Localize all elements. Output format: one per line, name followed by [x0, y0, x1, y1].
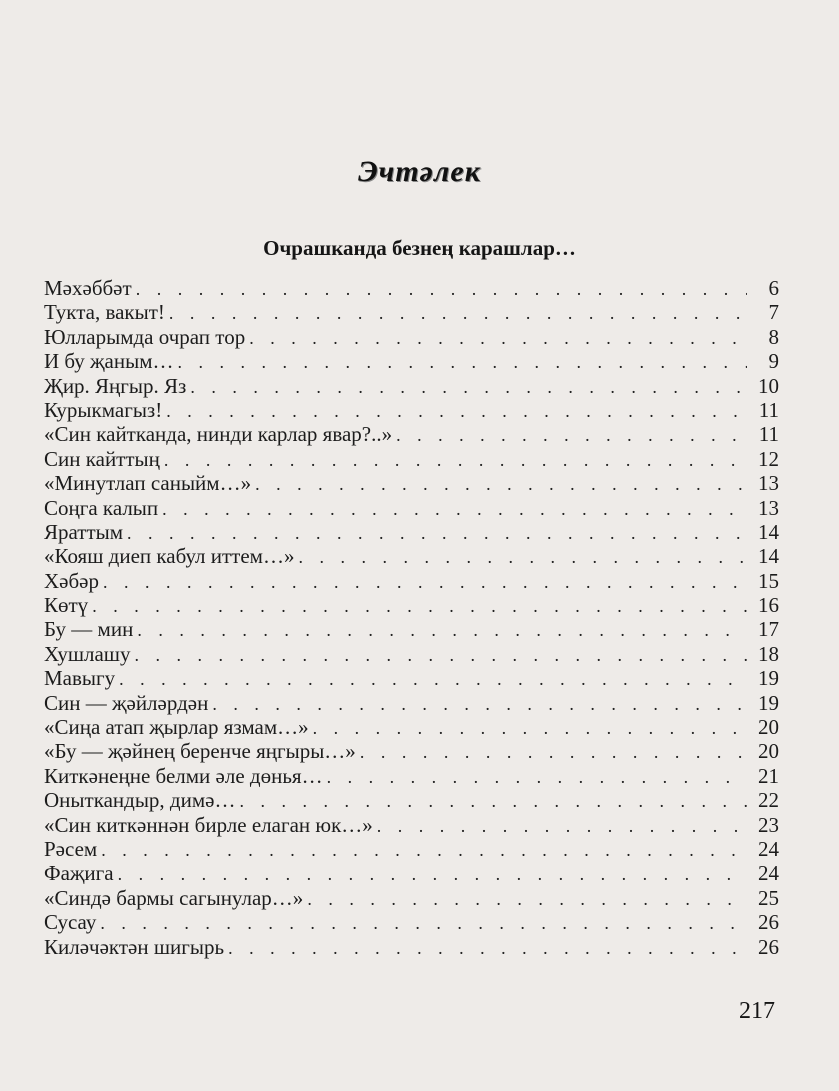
dot-leader — [377, 814, 747, 838]
dot-leader — [103, 570, 747, 594]
toc-entry-title: Фаҗига — [44, 861, 114, 886]
dot-leader — [212, 692, 747, 716]
table-of-contents — [44, 276, 779, 959]
toc-entry-title: «Минутлап саныйм…» — [44, 471, 252, 496]
page-number: 217 — [739, 998, 775, 1024]
toc-entry-page: 13 — [758, 495, 779, 520]
toc-entry — [44, 349, 779, 373]
toc-entry-title: «Бу — җәйнең беренче яңгыры…» — [44, 739, 356, 764]
toc-entry-title: Яраттым — [44, 519, 124, 544]
toc-entry — [44, 715, 779, 739]
toc-entry-page: 22 — [758, 788, 779, 813]
dot-leader — [101, 838, 747, 862]
dot-leader — [313, 716, 747, 740]
toc-entry-page: 19 — [758, 690, 779, 715]
toc-entry-title: «Синдә бармы сагынулар…» — [44, 885, 304, 910]
toc-entry-title: Сусау — [44, 910, 97, 935]
toc-entry-title: «Син киткәннән бирле елаган юк…» — [44, 812, 373, 837]
toc-entry-page: 26 — [758, 910, 779, 935]
toc-entry — [44, 593, 779, 617]
toc-entry-page: 12 — [758, 446, 779, 471]
dot-leader — [228, 936, 747, 960]
toc-entry-page: 21 — [758, 763, 779, 788]
toc-entry-title: Син кайттың — [44, 446, 160, 471]
toc-entry-page: 13 — [758, 471, 779, 496]
toc-entry-page: 17 — [758, 617, 779, 642]
toc-entry — [44, 496, 779, 520]
toc-entry-page: 25 — [758, 885, 779, 910]
dot-leader — [134, 643, 747, 667]
dot-leader — [178, 350, 747, 374]
toc-entry — [44, 520, 779, 544]
toc-entry-title: Киләчәктән шигырь — [44, 934, 225, 959]
toc-entry — [44, 910, 779, 934]
toc-entry-page: 8 — [768, 324, 779, 349]
toc-entry-page: 9 — [768, 349, 779, 374]
toc-entry-title: «Син кайтканда, нинди карлар явар?..» — [44, 422, 393, 447]
toc-entry-page: 24 — [758, 861, 779, 886]
toc-entry-title: Җир. Яңгыр. Яз — [44, 373, 187, 398]
toc-entry-page: 14 — [758, 519, 779, 544]
dot-leader — [239, 789, 747, 813]
toc-entry-page: 24 — [758, 836, 779, 861]
toc-entry — [44, 739, 779, 763]
toc-entry-page: 11 — [758, 397, 779, 422]
toc-entry — [44, 374, 779, 398]
dot-leader — [137, 618, 747, 642]
toc-entry-title: «Сиңа атап җырлар язмам…» — [44, 715, 309, 740]
toc-entry-page: 11 — [758, 422, 779, 447]
dot-leader — [164, 448, 747, 472]
toc-entry-page: 26 — [758, 934, 779, 959]
toc-entry-title: Оныткандыр, димә… — [44, 788, 236, 813]
toc-entry-title: Хәбәр — [44, 568, 99, 593]
dot-leader — [249, 326, 747, 350]
toc-entry-page: 23 — [758, 812, 779, 837]
toc-entry — [44, 276, 779, 300]
toc-entry-title: Син — җәйләрдән — [44, 690, 209, 715]
dot-leader — [190, 375, 747, 399]
dot-leader — [169, 301, 747, 325]
dot-leader — [360, 740, 747, 764]
dot-leader — [396, 423, 747, 447]
toc-entry — [44, 935, 779, 959]
toc-entry — [44, 666, 779, 690]
toc-entry — [44, 886, 779, 910]
dot-leader — [118, 862, 747, 886]
dot-leader — [255, 472, 747, 496]
toc-entry — [44, 422, 779, 446]
toc-entry-title: Хушлашу — [44, 641, 131, 666]
toc-entry — [44, 837, 779, 861]
toc-entry — [44, 861, 779, 885]
toc-entry-page: 20 — [758, 715, 779, 740]
toc-entry-page: 19 — [758, 666, 779, 691]
toc-entry-title: Мавыгу — [44, 666, 116, 691]
toc-entry-page: 10 — [758, 373, 779, 398]
toc-entry-title: Бу — мин — [44, 617, 134, 642]
toc-entry — [44, 813, 779, 837]
toc-entry — [44, 471, 779, 495]
toc-entry-page: 18 — [758, 641, 779, 666]
toc-entry-page: 7 — [768, 300, 779, 325]
toc-entry-title: Тукта, вакыт! — [44, 300, 165, 325]
toc-entry — [44, 764, 779, 788]
dot-leader — [119, 667, 747, 691]
dot-leader — [162, 497, 747, 521]
toc-entry — [44, 447, 779, 471]
toc-entry — [44, 691, 779, 715]
toc-entry-title: Соңга калып — [44, 495, 159, 520]
dot-leader — [127, 521, 747, 545]
dot-leader — [136, 277, 747, 301]
dot-leader — [166, 399, 747, 423]
toc-entry-page: 6 — [768, 276, 779, 300]
toc-entry-page: 14 — [758, 544, 779, 569]
toc-entry — [44, 544, 779, 568]
toc-entry-title: Көтү — [44, 593, 89, 618]
dot-leader — [307, 887, 747, 911]
toc-entry — [44, 617, 779, 641]
dot-leader — [92, 594, 747, 618]
dot-leader — [100, 911, 747, 935]
toc-entry — [44, 642, 779, 666]
dot-leader — [298, 545, 747, 569]
toc-entry — [44, 569, 779, 593]
toc-entry-title: Курыкмагыз! — [44, 397, 163, 422]
toc-entry-title: Рәсем — [44, 836, 98, 861]
toc-entry — [44, 300, 779, 324]
toc-entry — [44, 325, 779, 349]
toc-entry-title: Киткәнеңне белми әле дөнья… — [44, 763, 323, 788]
toc-entry — [44, 398, 779, 422]
toc-entry-page: 16 — [758, 593, 779, 618]
contents-heading: Эчтәлек — [358, 155, 481, 188]
toc-entry-title: Мәхәббәт — [44, 276, 132, 300]
toc-entry-title: И бу җаным… — [44, 349, 174, 374]
toc-entry-page: 20 — [758, 739, 779, 764]
toc-entry — [44, 788, 779, 812]
toc-entry-page: 15 — [758, 568, 779, 593]
toc-entry-title: Юлларымда очрап тор — [44, 324, 246, 349]
toc-entry-title: «Кояш диеп кабул иттем…» — [44, 544, 295, 569]
dot-leader — [327, 765, 747, 789]
section-title: Очрашканда безнең карашлар… — [263, 236, 576, 260]
